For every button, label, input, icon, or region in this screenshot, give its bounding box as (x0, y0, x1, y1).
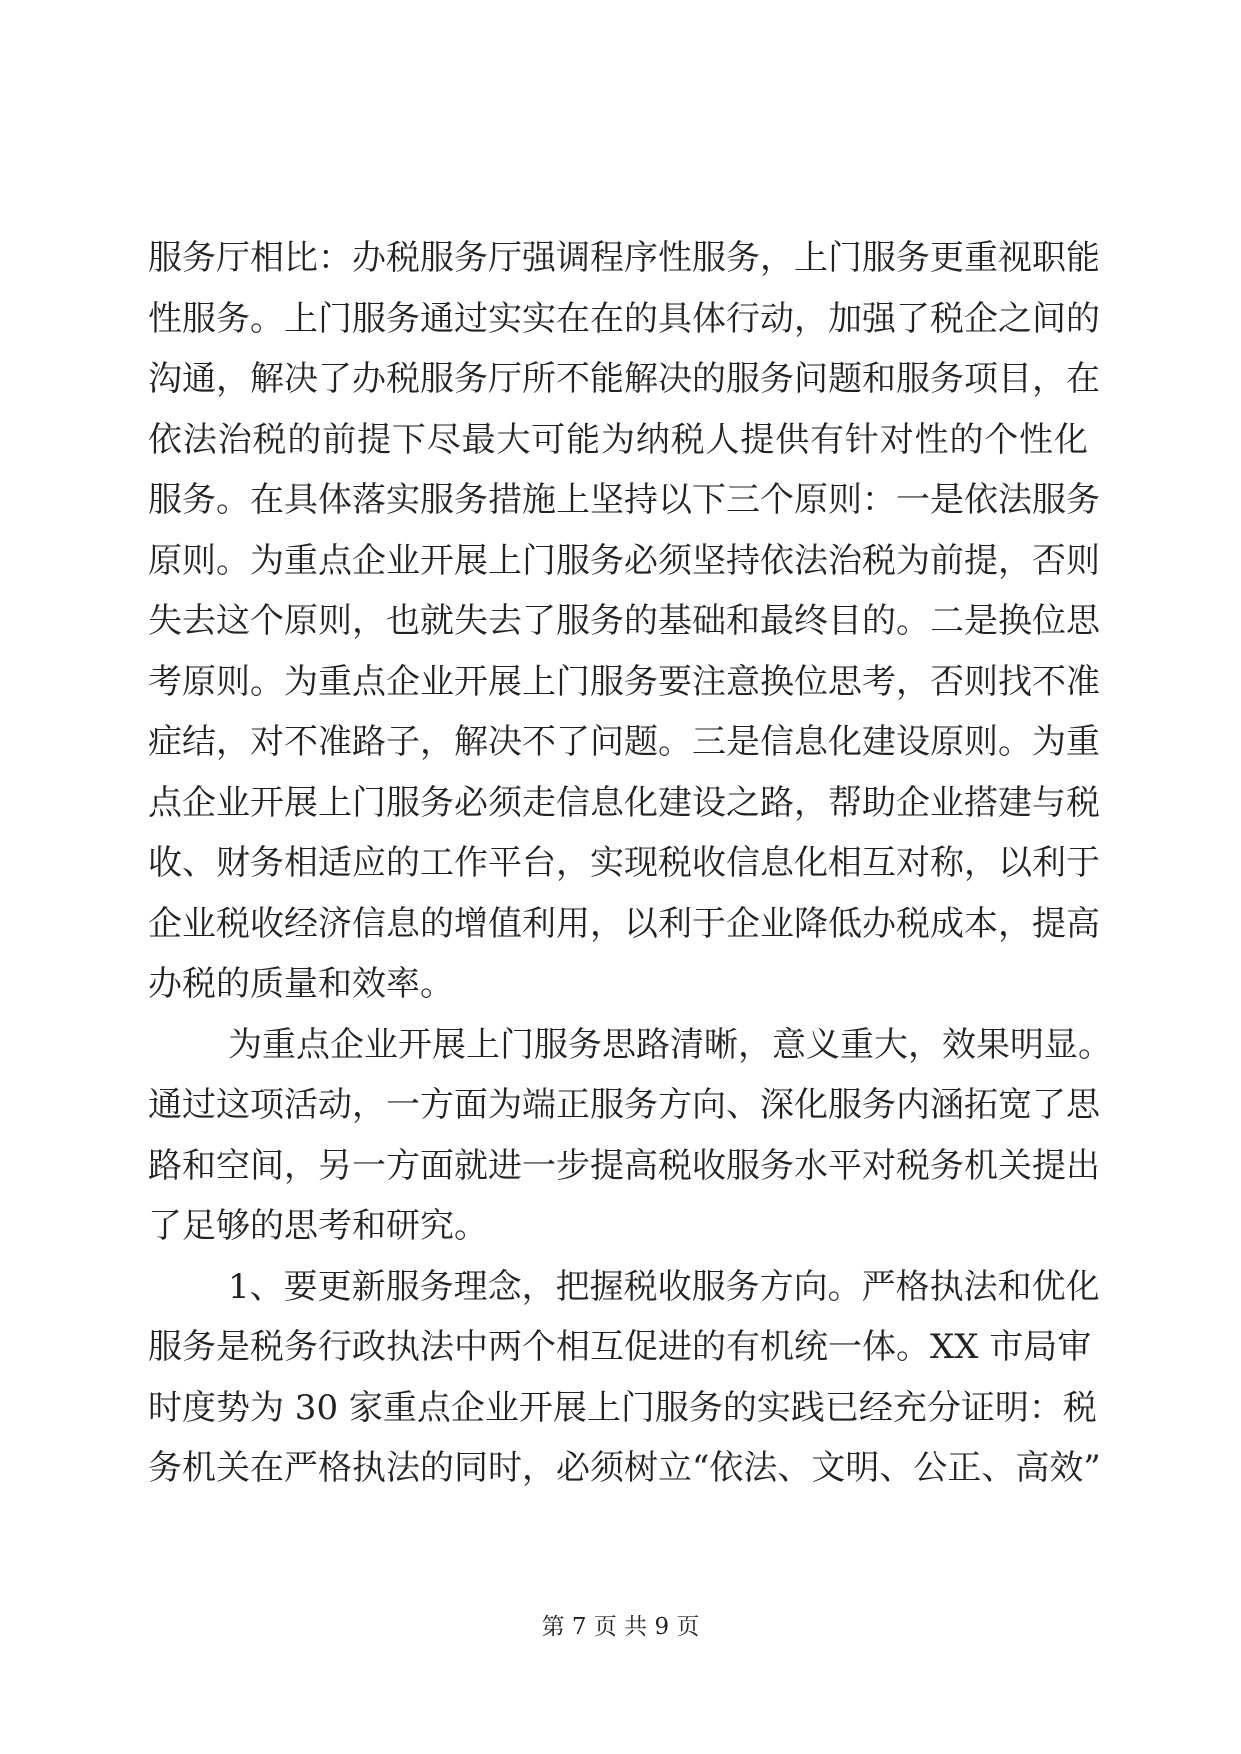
text-line: 为重点企业开展上门服务思路清晰，意义重大，效果明显。 (228, 1024, 1112, 1065)
text-line: 收、财务相适应的工作平台，实现税收信息化相互对称，以利于 (148, 843, 1100, 883)
text-line: 原则。为重点企业开展上门服务必须坚持依法治税为前提，否则 (148, 540, 1100, 581)
text-line: 点企业开展上门服务必须走信息化建设之路，帮助企业搭建与税 (148, 782, 1100, 823)
text-line: 依法治税的前提下尽最大可能为纳税人提供有针对性的个性化 (148, 419, 1088, 460)
text-line: 时度势为 30 家重点企业开展上门服务的实践已经充分证明：税 (148, 1387, 1097, 1428)
page-number-footer: 第 7 页 共 9 页 (541, 1614, 700, 1640)
text-line: 性服务。上门服务通过实实在在的具体行动，加强了税企之间的 (148, 298, 1100, 339)
text-line: 路和空间，另一方面就进一步提高税收服务水平对税务机关提出 (148, 1145, 1100, 1186)
text-line: 办税的质量和效率。 (148, 964, 454, 1004)
text-line: 企业税收经济信息的增值利用，以利于企业降低办税成本，提高 (148, 903, 1100, 944)
text-line: 务机关在严格执法的同时，必须树立“依法、文明、公正、高效” (148, 1448, 1101, 1488)
text-line: 服务。在具体落实服务措施上坚持以下三个原则：一是依法服务 (148, 480, 1100, 520)
text-line: 了足够的思考和研究。 (148, 1206, 488, 1246)
text-line: 沟通，解决了办税服务厅所不能解决的服务问题和服务项目，在 (148, 359, 1100, 399)
body-text (148, 228, 1112, 1499)
text-line: 1、要更新服务理念，把握税收服务方向。严格执法和优化 (228, 1266, 1100, 1307)
text-line: 考原则。为重点企业开展上门服务要注意换位思考，否则找不准 (148, 661, 1100, 702)
text-line: 失去这个原则，也就失去了服务的基础和最终目的。二是换位思 (148, 601, 1100, 641)
text-line: 服务厅相比：办税服务厅强调程序性服务，上门服务更重视职能 (148, 238, 1100, 278)
text-line: 服务是税务行政执法中两个相互促进的有机统一体。XX 市局审 (148, 1327, 1092, 1367)
text-line: 症结，对不准路子，解决不了问题。三是信息化建设原则。为重 (148, 722, 1100, 762)
text-line: 通过这项活动，一方面为端正服务方向、深化服务内涵拓宽了思 (148, 1085, 1100, 1125)
